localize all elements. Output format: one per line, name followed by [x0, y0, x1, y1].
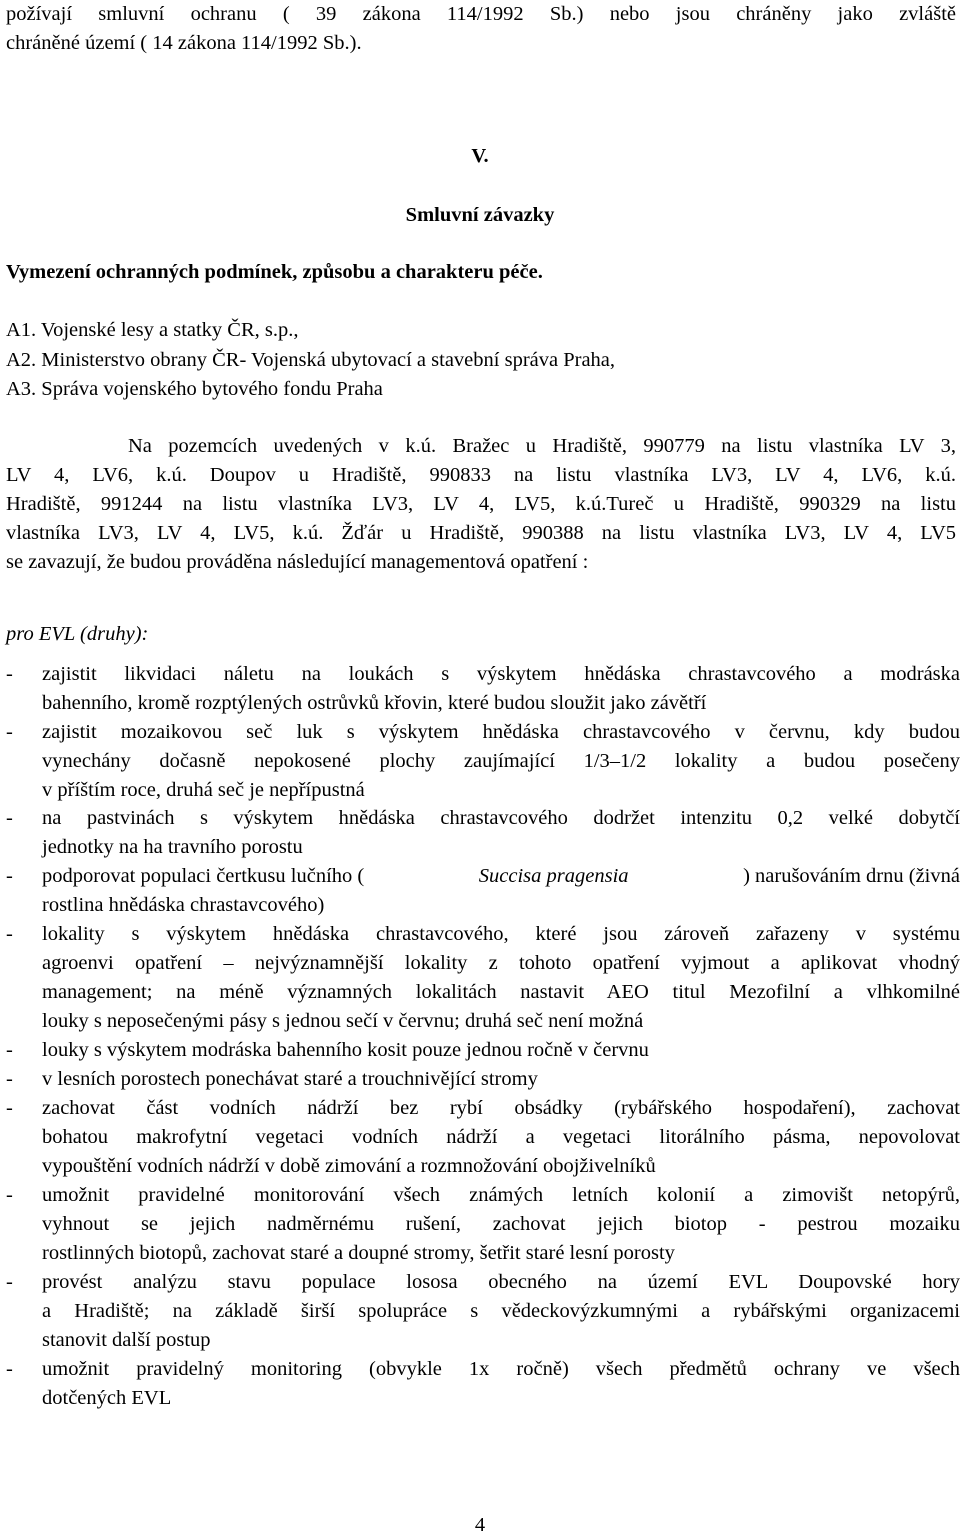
- list-item-continuation: [6, 1156, 956, 1182]
- list-dash: -: [6, 1039, 13, 1061]
- list-dash: -: [6, 1068, 13, 1090]
- list-item: [6, 865, 960, 892]
- list-text: rostlinných biotopů, zachovat staré a doupné stromy, šetřit staré lesní porosty: [42, 1242, 675, 1264]
- list-item: [6, 1184, 960, 1211]
- land-line-5: se zavazují, že budou prováděna následující managementová opatření :: [6, 551, 589, 573]
- party-a1: A1. Vojenské lesy a statky ČR, s.p.,: [6, 319, 299, 341]
- list-item: [6, 807, 960, 834]
- list-item: [6, 1271, 960, 1298]
- land-line-3: Hradiště, 991244 na listu vlastníka LV3, LV 4, LV5, k.ú.Tureč u Hradiště, 990329 na listu: [6, 493, 956, 515]
- list-item-continuation: [6, 895, 956, 921]
- list-item: [6, 721, 960, 748]
- list-item: [6, 663, 960, 690]
- list-dash: -: [6, 807, 13, 829]
- list-item: [6, 923, 960, 950]
- land-line-4: vlastníka LV3, LV 4, LV5, k.ú. Žďár u Hradiště, 990388 na listu vlastníka LV3, LV 4, LV5: [6, 522, 956, 544]
- list-item-continuation: [6, 780, 956, 806]
- list-text: umožnit pravidelné monitorování všech známých letních kolonií a zimovišt netopýrů,: [42, 1184, 960, 1206]
- party-a2: A2. Ministerstvo obrany ČR- Vojenská ubytovací a stavební správa Praha,: [6, 349, 616, 371]
- list-dash: -: [6, 663, 13, 685]
- list-item-continuation: [6, 750, 960, 777]
- list-item: [6, 1069, 956, 1095]
- list-text: rostlina hnědáska chrastavcového): [42, 894, 325, 916]
- list-text: stanovit další postup: [42, 1329, 211, 1351]
- list-text: jednotky na ha travního porostu: [42, 836, 303, 858]
- list-text: zachovat část vodních nádrží bez rybí obsádky (rybářského hospodaření), zachovat: [42, 1097, 960, 1119]
- section-number: V.: [471, 145, 489, 167]
- list-item: [6, 1358, 960, 1385]
- list-item-continuation: [6, 952, 960, 979]
- list-text: agroenvi opatření – nejvýznamnější lokality z tohoto opatření vyjmout a aplikovat vhodný: [42, 952, 960, 974]
- list-item: [6, 1040, 956, 1066]
- list-item-continuation: [6, 981, 960, 1008]
- list-dash: -: [6, 1184, 13, 1206]
- species-name: Succisa pragensia: [478, 865, 629, 887]
- list-dash: -: [6, 1358, 13, 1380]
- list-item-continuation: [6, 1011, 956, 1037]
- section-title: Smluvní závazky: [405, 204, 555, 226]
- list-text: bohatou makrofytní vegetaci vodních nádrží a vegetaci litorálního pásma, nepovolovat: [42, 1126, 960, 1148]
- list-text: management; na méně významných lokalitách nastavit AEO titul Mezofilní a vlhkomilné: [42, 981, 960, 1003]
- list-text: na pastvinách s výskytem hnědáska chrastavcového dodržet intenzitu 0,2 velké dobytčí: [42, 807, 960, 829]
- list-item-continuation: [6, 1213, 960, 1240]
- list-text: vynechány dočasně nepokosené plochy zaujímající 1/3–1/2 lokality a budou posečeny: [42, 750, 960, 772]
- land-line-2: LV 4, LV6, k.ú. Doupov u Hradiště, 990833 na listu vlastníka LV3, LV 4, LV6, k.ú.: [6, 464, 956, 486]
- list-dash: -: [6, 923, 13, 945]
- list-text-part: podporovat populaci čertkusu lučního (: [42, 865, 365, 887]
- list-text: vyhnout se jejich nadměrnému rušení, zachovat jejich biotop - pestrou mozaiku: [42, 1213, 960, 1235]
- list-dash: -: [6, 865, 13, 887]
- list-item-continuation: [6, 1330, 956, 1356]
- list-dash: -: [6, 1097, 13, 1119]
- page-number: 4: [474, 1514, 486, 1536]
- list-text-part: ) narušováním drnu (živná: [743, 865, 960, 887]
- list-text: bahenního, kromě rozptýlených ostrůvků křovin, které budou sloužit jako závětří: [42, 692, 707, 714]
- list-item: [6, 1097, 960, 1124]
- list-text: a Hradiště; na základě širší spolupráce s vědeckovýzkumnými a rybářskými organizacemi: [42, 1300, 960, 1322]
- list-text: zajistit likvidaci náletu na loukách s výskytem hnědáska chrastavcového a modráska: [42, 663, 960, 685]
- list-text: louky s výskytem modráska bahenního kosit pouze jednou ročně v červnu: [42, 1039, 649, 1061]
- list-text: lokality s výskytem hnědáska chrastavcového, které jsou zároveň zařazeny v systému: [42, 923, 960, 945]
- list-dash: -: [6, 721, 13, 743]
- list-text: provést analýzu stavu populace lososa obecného na území EVL Doupovské hory: [42, 1271, 960, 1293]
- list-text: zajistit mozaikovou seč luk s výskytem hnědáska chrastavcového v červnu, kdy budou: [42, 721, 960, 743]
- intro-line-2: chráněné území ( 14 zákona 114/1992 Sb.).: [6, 32, 362, 54]
- list-item-continuation: [6, 837, 956, 863]
- list-text: umožnit pravidelný monitoring (obvykle 1x ročně) všech předmětů ochrany ve všech: [42, 1358, 960, 1380]
- list-text: louky s neposečenými pásy s jednou sečí v červnu; druhá seč není možná: [42, 1010, 644, 1032]
- land-line-1: Na pozemcích uvedených v k.ú. Bražec u Hradiště, 990779 na listu vlastníka LV 3,: [128, 435, 956, 457]
- list-item-continuation: [6, 693, 956, 719]
- list-text: vypouštění vodních nádrží v době zimování a rozmnožování obojživelníků: [42, 1155, 656, 1177]
- list-text: v příštím roce, druhá seč je nepřípustná: [42, 779, 365, 801]
- section-subtitle: Vymezení ochranných podmínek, způsobu a charakteru péče.: [6, 261, 543, 283]
- list-text: v lesních porostech ponechávat staré a trouchnivějící stromy: [42, 1068, 538, 1090]
- intro-line-1: požívají smluvní ochranu ( 39 zákona 114/1992 Sb.) nebo jsou chráněny jako zvláště: [6, 3, 956, 25]
- list-item-continuation: [6, 1300, 960, 1327]
- list-item-continuation: [6, 1243, 956, 1269]
- list-dash: -: [6, 1271, 13, 1293]
- party-a3: A3. Správa vojenského bytového fondu Praha: [6, 378, 383, 400]
- list-item-continuation: [6, 1388, 956, 1414]
- list-text: dotčených EVL: [42, 1387, 172, 1409]
- evl-heading: pro EVL (druhy):: [6, 623, 149, 645]
- list-text: [42, 866, 960, 887]
- list-item-continuation: [6, 1126, 960, 1153]
